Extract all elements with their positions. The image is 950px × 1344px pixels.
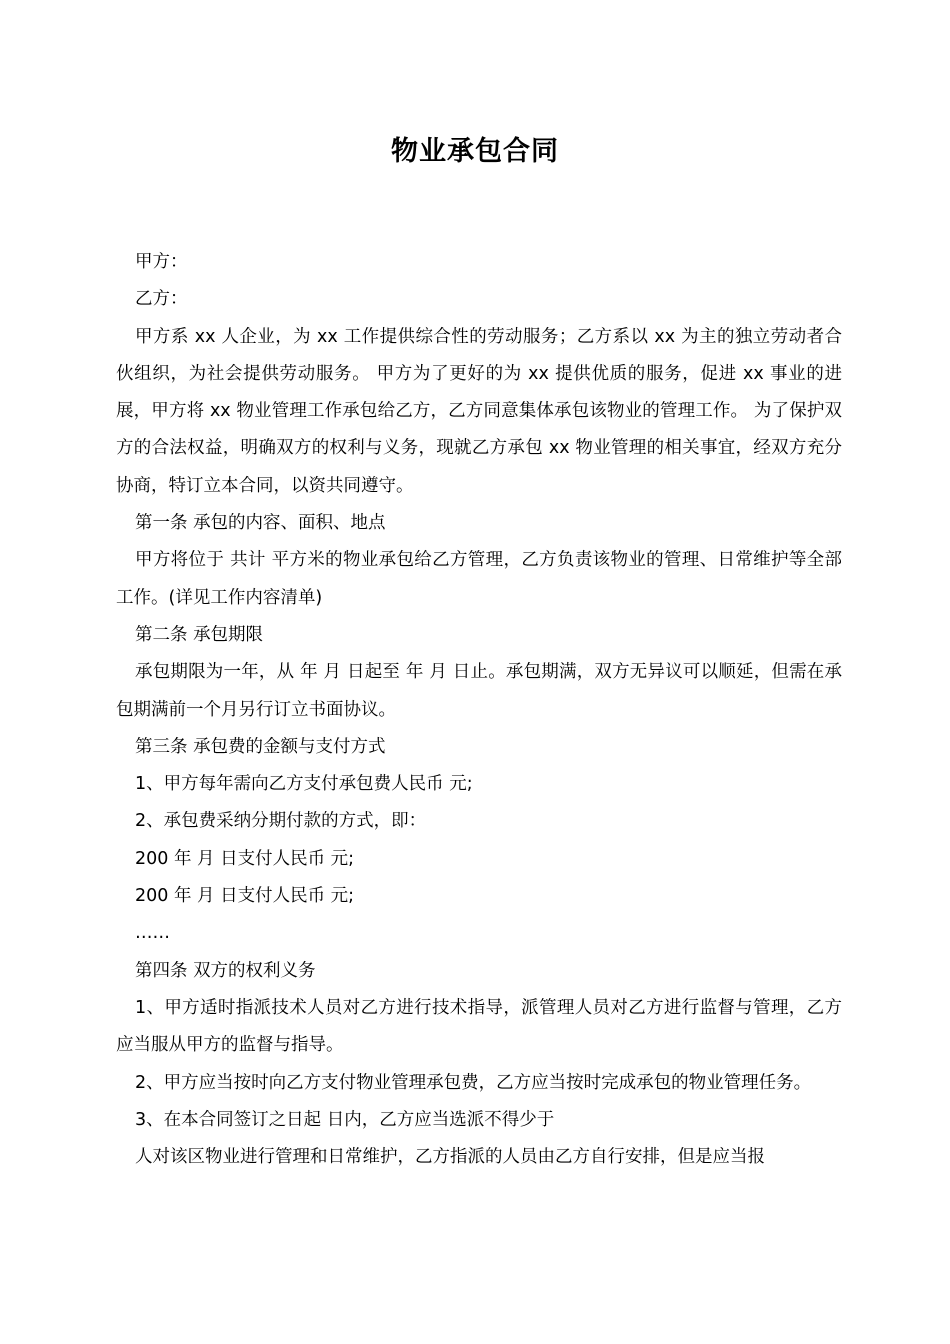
payment-line-2: 200 年 月 日支付人民币 元; [135, 886, 355, 907]
article-4-item-2: 2、甲方应当按时向乙方支付物业管理承包费，乙方应当按时完成承包的物业管理任务。 [135, 1072, 812, 1093]
article-4-item-3: 3、在本合同签订之日起 日内，乙方应当选派不得少于 [135, 1109, 555, 1130]
article-1-paragraph: 甲方将位于 共计 平方米的物业承包给乙方管理，乙方负责该物业的管理、日常维护等全部工作。(详见工作内容清单) [116, 550, 842, 608]
party-a-line: 甲方： [135, 252, 188, 272]
payment-line-1: 200 年 月 日支付人民币 元; [135, 848, 355, 869]
article-2-heading: 第二条 承包期限 [135, 624, 264, 645]
document-title: 物业承包合同 [391, 136, 559, 167]
article-3-heading: 第三条 承包费的金额与支付方式 [135, 736, 386, 757]
article-2-paragraph: 承包期限为一年，从 年 月 日起至 年 月 日止。承包期满，双方无异议可以顺延，但需在承包期满前一个月另行订立书面协议。 [116, 662, 842, 720]
preamble-paragraph: 甲方系 xx 人企业，为 xx 工作提供综合性的劳动服务；乙方系以 xx 为主的独立劳动者合伙组织，为社会提供劳动服务。 甲方为了更好的为 xx 提供优质的服务，促进 xx 事业的进展，甲方将 xx 物业管理工作承包给乙方，乙方同意集体承包该物业的管理工作。 为了保护双方的合法权益，明确双方的权利与义务，现就乙方承包 xx 物业管理的相关事宜，经双方充分协商，特订立本合同，以资共同遵守。 [116, 326, 842, 496]
article-3-item-1: 1、甲方每年需向乙方支付承包费人民币 元; [135, 774, 473, 795]
article-3-item-2: 2、承包费采纳分期付款的方式，即： [135, 811, 427, 832]
party-b-line: 乙方： [135, 289, 188, 310]
article-1-heading: 第一条 承包的内容、面积、地点 [135, 513, 386, 534]
article-4-item-1: 1、甲方适时指派技术人员对乙方进行技术指导，派管理人员对乙方进行监督与管理，乙方应当服从甲方的监督与指导。 [116, 997, 842, 1056]
document-body [116, 244, 842, 1176]
ellipsis-line: …… [135, 923, 170, 944]
article-4-item-3-continued: 人对该区物业进行管理和日常维护，乙方指派的人员由乙方自行安排，但是应当报 [135, 1147, 765, 1168]
article-4-heading: 第四条 双方的权利义务 [135, 960, 316, 981]
